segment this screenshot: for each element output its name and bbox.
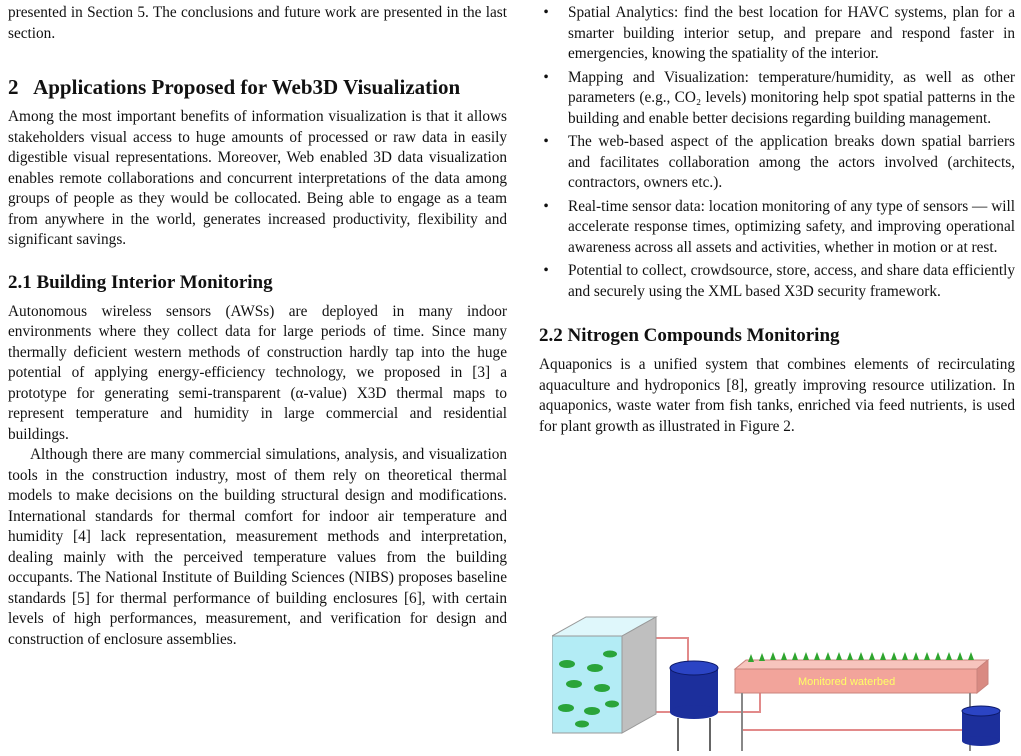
- bullet-icon: •: [543, 133, 549, 150]
- list-item: [539, 197, 1015, 259]
- fish-icon: [558, 704, 574, 712]
- waterbed-label: Monitored waterbed: [798, 676, 896, 688]
- waterbed-top: [735, 660, 988, 669]
- filter-barrel-top: [670, 661, 718, 675]
- section-2-1-paragraph-2: Although there are many commercial simulations, analysis, and visualization tools in the construction industry, most of them rely on theoretical thermal models to make decisions on the building structural design and modifications. International standards for thermal comfort for indoor air temperature and humidity [4] lack representation, measurement methods and interpretation, dealing mainly with the perceived temperature values from the building occupants. The National Institute of Building Sciences (NIBS) proposes baseline standards [5] for thermal performance of building enclosures [6], with certain levels of high performances, measurement, and verification for design and construction of enclosure assemblies.: [8, 446, 507, 648]
- filter-barrel-bottom: [670, 705, 718, 719]
- section-2-1-heading: 2.1 Building Interior Monitoring: [8, 271, 273, 293]
- bullet-icon: •: [543, 68, 549, 86]
- list-item: [539, 261, 1015, 302]
- fish-icon: [587, 664, 603, 672]
- list-item: [539, 3, 1015, 65]
- list-item-text: Mapping and Visualization: temperature/humidity, as well as other parameters (e.g., CO₂ levels) monitoring help spot spatial patterns in the building and enable better decisions regarding building management.: [568, 68, 1015, 127]
- fish-icon: [584, 707, 600, 715]
- section-2-2-paragraph: Aquaponics is a unified system that combines elements of recirculating aquaculture and hydroponics [8], greatly improving resource utilization. In aquaponics, waste water from fish tanks, enriched via feed nutrients, is used for plant growth as illustrated in Figure 2.: [539, 356, 1015, 435]
- list-item: [539, 132, 1015, 194]
- fish-icon: [559, 660, 575, 668]
- fish-icon: [603, 651, 617, 658]
- section-2-1-paragraph-1: Autonomous wireless sensors (AWSs) are deployed in many indoor environments where they collect data for large periods of time. Since many thermally deficient western methods of construction hardly tap into the huge potential of applying energy-efficiency technology, we proposed in [3] a prototype for generating semi-transparent (α-value) X3D thermal maps to represent temperature and humidity in large commercial and residential buildings.: [8, 302, 507, 443]
- list-item: [539, 68, 1015, 130]
- aquaponics-illustration: [552, 616, 1002, 751]
- bullet-icon: •: [543, 197, 549, 215]
- left-column: [8, 0, 507, 650]
- intro-paragraph: presented in Section 5. The conclusions and future work are presented in the last section.: [8, 4, 507, 42]
- fish-icon: [566, 680, 582, 688]
- fish-tank: [552, 636, 622, 733]
- aquaponics-figure: [552, 616, 1002, 751]
- tank-side: [622, 617, 656, 733]
- bullet-icon: •: [543, 4, 549, 21]
- sump-barrel-top: [962, 706, 1000, 716]
- sump-barrel-bottom: [962, 736, 1000, 746]
- section-2-2-heading: 2.2 Nitrogen Compounds Monitoring: [539, 325, 840, 346]
- bullet-list: [539, 3, 1015, 302]
- list-item-text: Real-time sensor data: location monitoring of any type of sensors — will accelerate response times, optimizing safety, and improving operational awareness across all assets and activities, whether in motion or at rest.: [568, 197, 1015, 256]
- section-2-paragraph: Among the most important benefits of information visualization is that it allows stakeholders visual access to huge amounts of processed or raw data in easily digestible visual representations. Moreover, Web enabled 3D data visualization enables remote collaborations and concurrent interpretations of the data among groups of people as they would be collocated. Being able to engage as a team from anywhere in the world, generates increased productivity, flexibility and significant savings.: [8, 108, 507, 248]
- fish-icon: [594, 684, 610, 692]
- right-column: [539, 0, 1015, 437]
- bullet-icon: •: [543, 262, 549, 279]
- list-item-text: Spatial Analytics: find the best location for HAVC systems, plan for a smarter building interior setup, and prepare and respond faster in emergencies, knowing the spatiality of the interior.: [568, 4, 1015, 62]
- fish-icon: [605, 701, 619, 708]
- fish-icon: [575, 721, 589, 728]
- section-2-heading: 2 Applications Proposed for Web3D Visualization: [8, 75, 461, 99]
- list-item-text: Potential to collect, crowdsource, store, access, and share data efficiently and securely using the XML based X3D security framework.: [568, 262, 1015, 300]
- list-item-text: The web-based aspect of the application breaks down spatial barriers and facilitates collaboration among the actors involved (architects, contractors, owners etc.).: [568, 133, 1015, 191]
